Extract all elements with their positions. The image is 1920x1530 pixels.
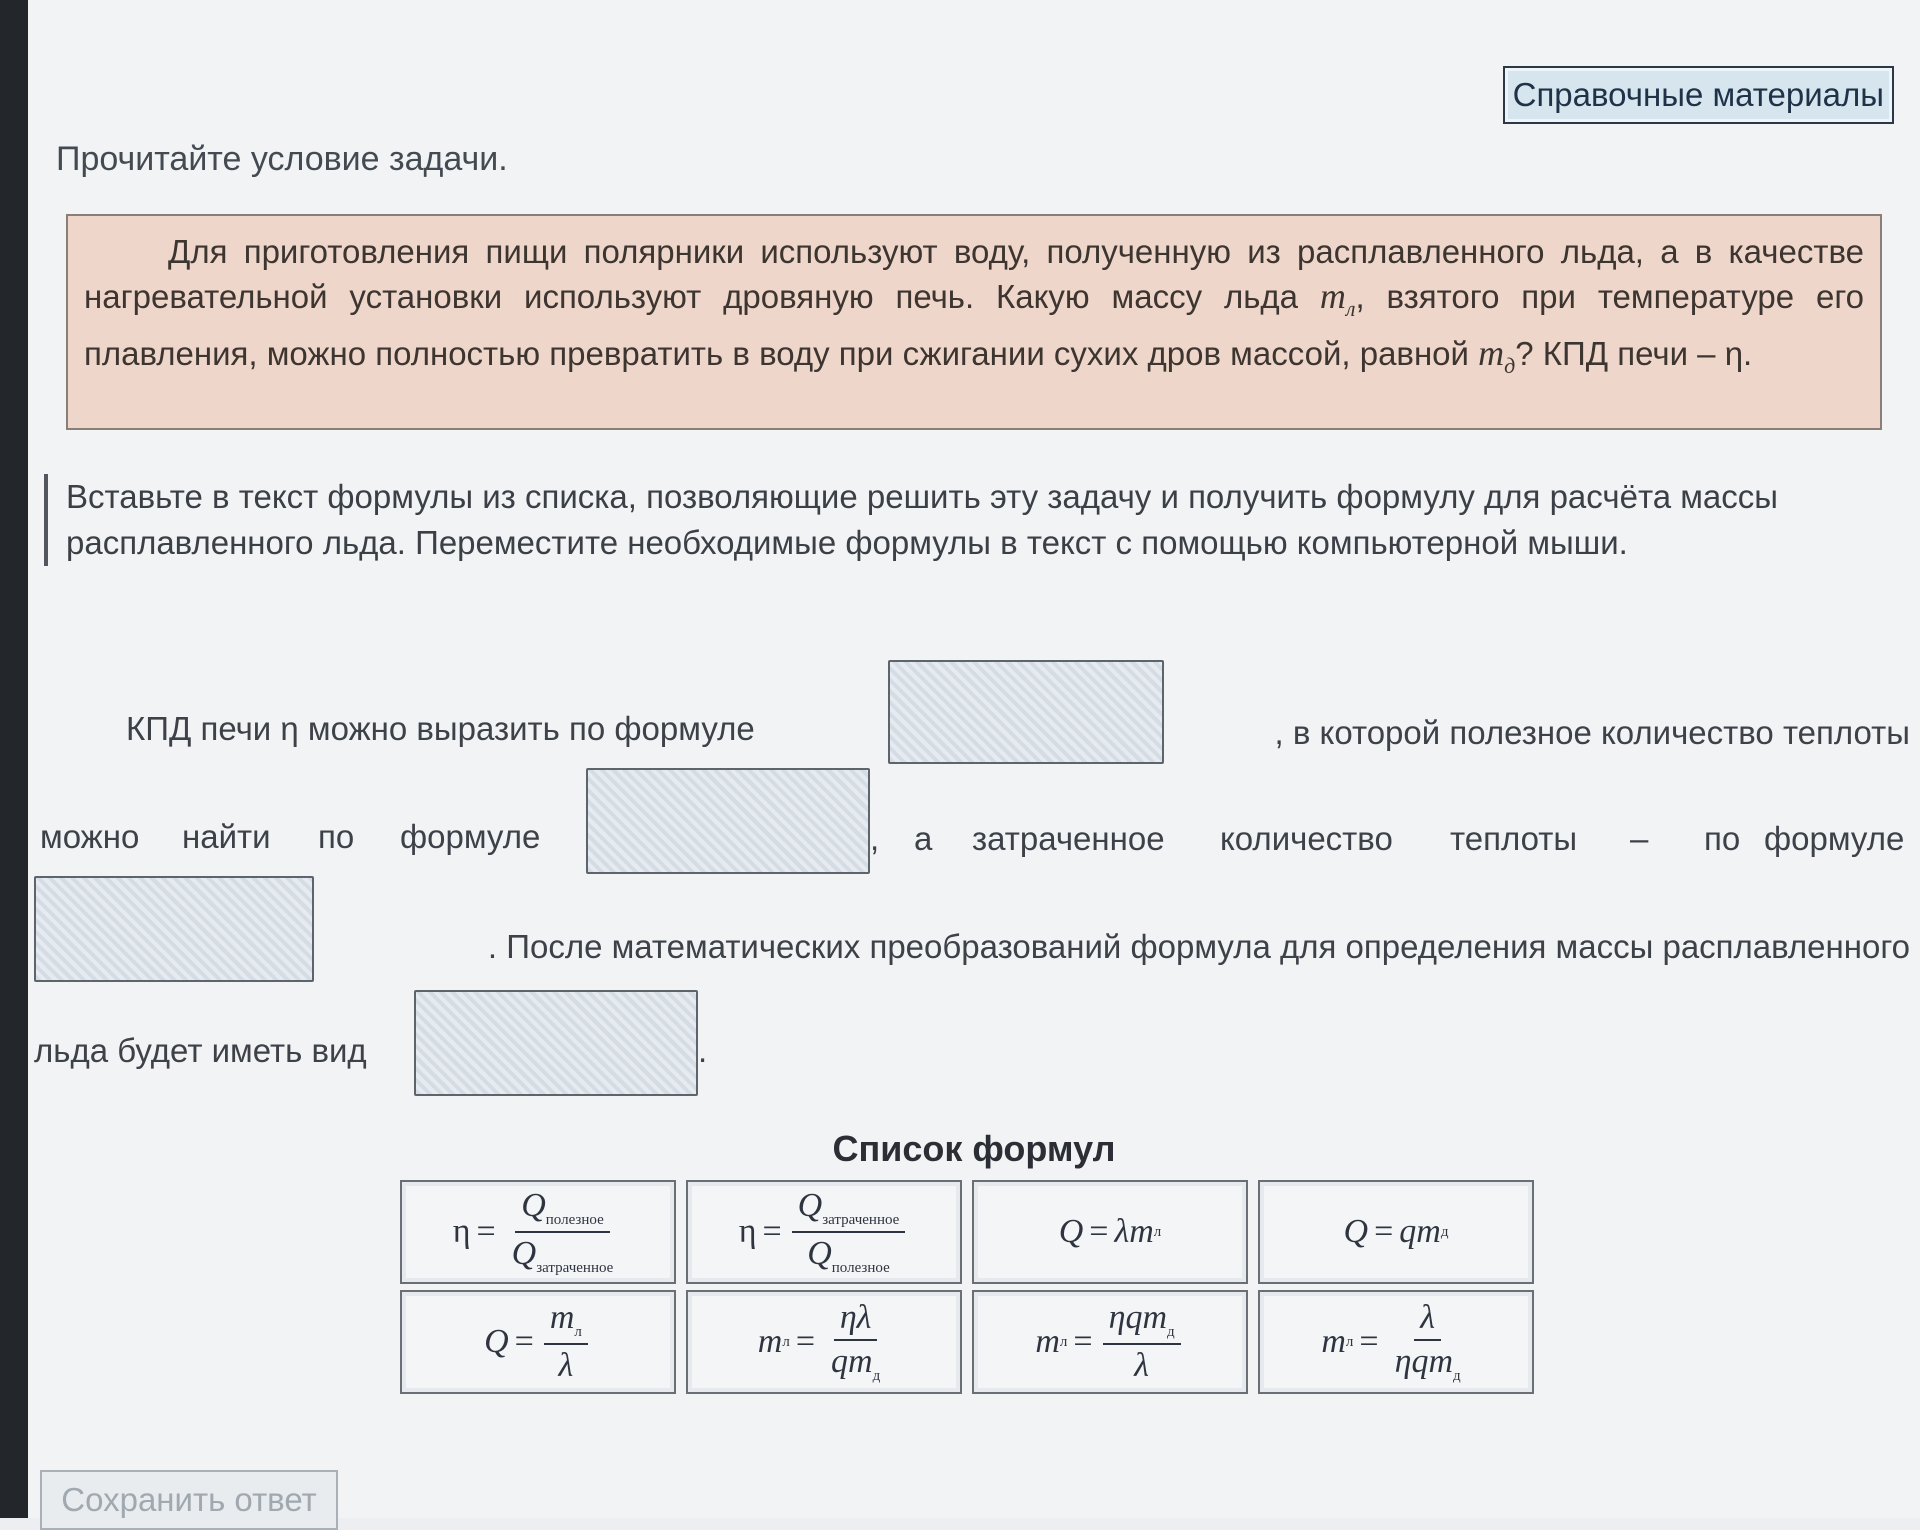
drop-slot-useful-heat[interactable] — [586, 768, 870, 874]
ice-mass-symbol: $m_л$ — [1319, 276, 1356, 322]
formula-card-m-ice-eta-q-m-over-lambda[interactable]: m л = $\frac{\eta qm_д}{\lambda}$ — [972, 1290, 1248, 1394]
instruction-text: Вставьте в текст формулы из списка, позволяющие решить эту задачу и получить формулу для расчёта массы расплавленного льда. Переместите необходимые формулы в текст с помощью компьютерной мыши. — [44, 474, 1920, 566]
word-po-2: по — [1704, 820, 1741, 857]
problem-part-3: ? КПД печи – η. — [1515, 335, 1753, 373]
word-nayti: найти — [182, 818, 271, 855]
formula-list-title: Список формул — [832, 1128, 1116, 1169]
drop-slot-efficiency[interactable] — [888, 660, 1164, 764]
word-a: а — [914, 820, 933, 857]
formula-card-q-lambda-m-ice[interactable]: Q = λm л — [972, 1180, 1248, 1284]
sentence-6: льда будет иметь вид — [34, 1032, 367, 1069]
word-zatrachennoe: затраченное — [972, 820, 1165, 857]
wood-mass-symbol: $m_д$ — [1478, 333, 1516, 379]
formula-card-m-ice-eta-lambda-over-qm[interactable]: m л = $\frac{\eta\lambda}{qm_д}$ — [686, 1290, 962, 1394]
word-formule: формуле — [400, 818, 541, 855]
sentence-2: , в которой полезное количество теплоты — [1274, 714, 1910, 751]
eta-symbol: η — [738, 1213, 757, 1250]
final-period: . — [698, 1032, 708, 1069]
word-po: по — [318, 818, 355, 855]
word-kolichestvo: количество — [1220, 820, 1393, 857]
comma-after-useful-heat: , — [870, 820, 880, 857]
drop-slot-spent-heat[interactable] — [34, 876, 314, 982]
task-page — [28, 0, 1920, 1518]
problem-part-1: Для приготовления пищи полярники используют воду, полученную из расплавленного льда, а в качестве нагревательной установки используют дровяную печь. Какую массу льда — [84, 233, 1864, 315]
lead-text: Прочитайте условие задачи. — [56, 140, 508, 178]
sentence-1: КПД печи η можно выразить по формуле — [126, 710, 755, 747]
fill-in-text — [28, 640, 1920, 1120]
save-answer-button[interactable]: Сохранить ответ — [40, 1470, 338, 1530]
formula-card-eta-useful-over-spent[interactable]: η = $\frac{Q_{полезное}}{Q_{затраченное}}$ — [400, 1180, 676, 1284]
eta-symbol: η — [452, 1213, 471, 1250]
reference-materials-button[interactable]: Справочные материалы — [1503, 66, 1894, 124]
formula-card-m-ice-lambda-over-eta-q-m[interactable]: m л = $\frac{\lambda}{\eta qm_д}$ — [1258, 1290, 1534, 1394]
formula-card-q-q-m-wood[interactable]: Q = qm д — [1258, 1180, 1534, 1284]
problem-part-2: , взятого при температуре его плавления, можно полностью превратить в воду при сжигании сухих дров массой, равной — [84, 278, 1865, 373]
dash: – — [1630, 820, 1649, 857]
formula-card-q-m-ice-over-lambda[interactable]: Q = $\frac{m_л}{\lambda}$ — [400, 1290, 676, 1394]
problem-statement — [66, 214, 1882, 430]
word-teploty: теплоты — [1450, 820, 1578, 857]
formula-card-eta-spent-over-useful[interactable]: η = $\frac{Q_{затраченное}}{Q_{полезное}}$ — [686, 1180, 962, 1284]
sentence-5: . После математических преобразований формула для определения массы расплавленного — [487, 928, 1910, 965]
screen-left-edge — [0, 0, 28, 1518]
word-formule-2: формуле — [1764, 820, 1905, 857]
drop-slot-ice-mass[interactable] — [414, 990, 698, 1096]
word-mozhno: можно — [40, 818, 140, 855]
